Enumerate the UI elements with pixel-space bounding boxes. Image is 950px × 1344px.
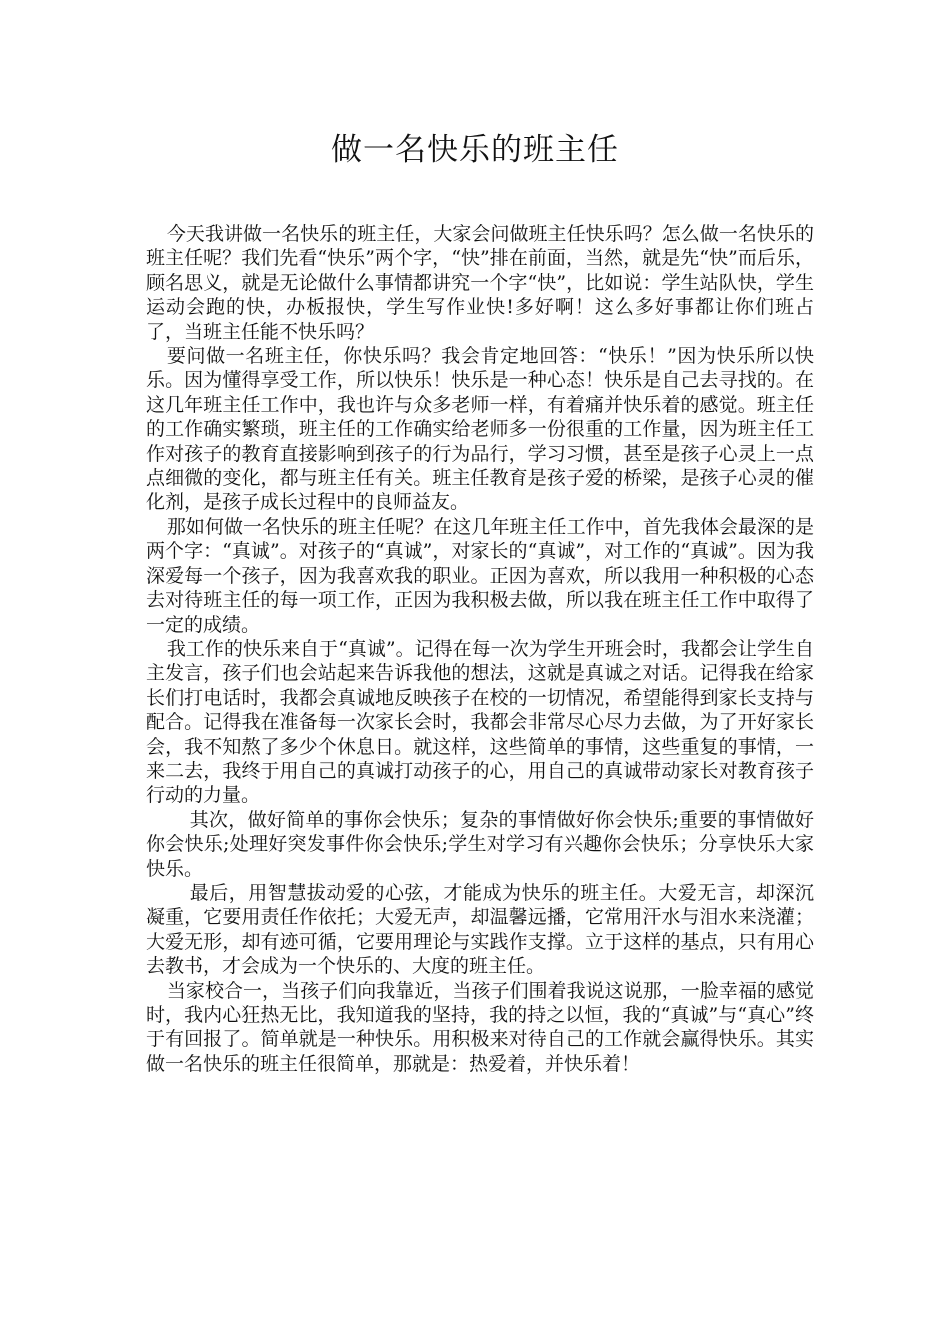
paragraph-5: 其次，做好简单的事你会快乐；复杂的事情做好你会快乐;重要的事情做好你会快乐;处理好突发事件你会快乐;学生对学习有兴趣你会快乐；分享快乐大家快乐。 bbox=[146, 808, 814, 880]
paragraph-2: 要问做一名班主任，你快乐吗？我会肯定地回答：“快乐！”因为快乐所以快乐。因为懂得享受工作，所以快乐！快乐是一种心态！快乐是自己去寻找的。在这几年班主任工作中，我也许与众多老师一样，有着痛并快乐着的感觉。班主任的工作确实繁琐，班主任的工作确实给老师多一份很重的工作量，因为班主任工作对孩子的教育直接影响到孩子的行为品行，学习习惯，甚至是孩子心灵上一点点细微的变化，都与班主任有关。班主任教育是孩子爱的桥梁，是孩子心灵的催化剂，是孩子成长过程中的良师益友。 bbox=[146, 345, 814, 514]
article-body bbox=[146, 222, 814, 1076]
paragraph-6: 最后，用智慧拔动爱的心弦，才能成为快乐的班主任。大爱无言，却深沉凝重，它要用责任作依托；大爱无声，却温馨远播，它常用汗水与泪水来浇灌；大爱无形，却有迹可循，它要用理论与实践作支撑。立于这样的基点，只有用心去教书，才会成为一个快乐的、大度的班主任。 bbox=[146, 881, 814, 978]
paragraph-1: 今天我讲做一名快乐的班主任，大家会问做班主任快乐吗？怎么做一名快乐的班主任呢？我们先看“快乐”两个字，“快”排在前面，当然，就是先“快”而后乐，顾名思义，就是无论做什么事情都讲究一个字“快”，比如说：学生站队快，学生运动会跑的快，办板报快，学生写作业快!多好啊！这么多好事都让你们班占了，当班主任能不快乐吗？ bbox=[146, 223, 814, 343]
paragraph-7: 当家校合一，当孩子们向我靠近，当孩子们围着我说这说那，一脸幸福的感觉时，我内心狂热无比，我知道我的坚持，我的持之以恒，我的“真诚”与“真心”终于有回报了。简单就是一种快乐。用积极来对待自己的工作就会赢得快乐。其实做一名快乐的班主任很简单，那就是：热爱着，并快乐着！ bbox=[146, 979, 814, 1075]
paragraph-4: 我工作的快乐来自于“真诚”。记得在每一次为学生开班会时，我都会让学生自主发言，孩子们也会站起来告诉我他的想法，这就是真诚之对话。记得我在给家长们打电话时，我都会真诚地反映孩子在校的一切情况，希望能得到家长支持与配合。记得我在准备每一次家长会时，我都会非常尽心尽力去做，为了开好家长会，我不知熬了多少个休息日。就这样，这些简单的事情，这些重复的事情，一来二去，我终于用自己的真诚打动孩子的心，用自己的真诚带动家长对教育孩子行动的力量。 bbox=[146, 637, 814, 807]
paragraph-3: 那如何做一名快乐的班主任呢？在这几年班主任工作中，首先我体会最深的是两个字：“真诚”。对孩子的“真诚”，对家长的“真诚”，对工作的“真诚”。因为我深爱每一个孩子，因为我喜欢我的职业。正因为喜欢，所以我用一种积极的心态去对待班主任的每一项工作，正因为我积极去做，所以我在班主任工作中取得了一定的成绩。 bbox=[146, 515, 814, 636]
page-title: 做一名快乐的班主任 bbox=[331, 132, 619, 168]
